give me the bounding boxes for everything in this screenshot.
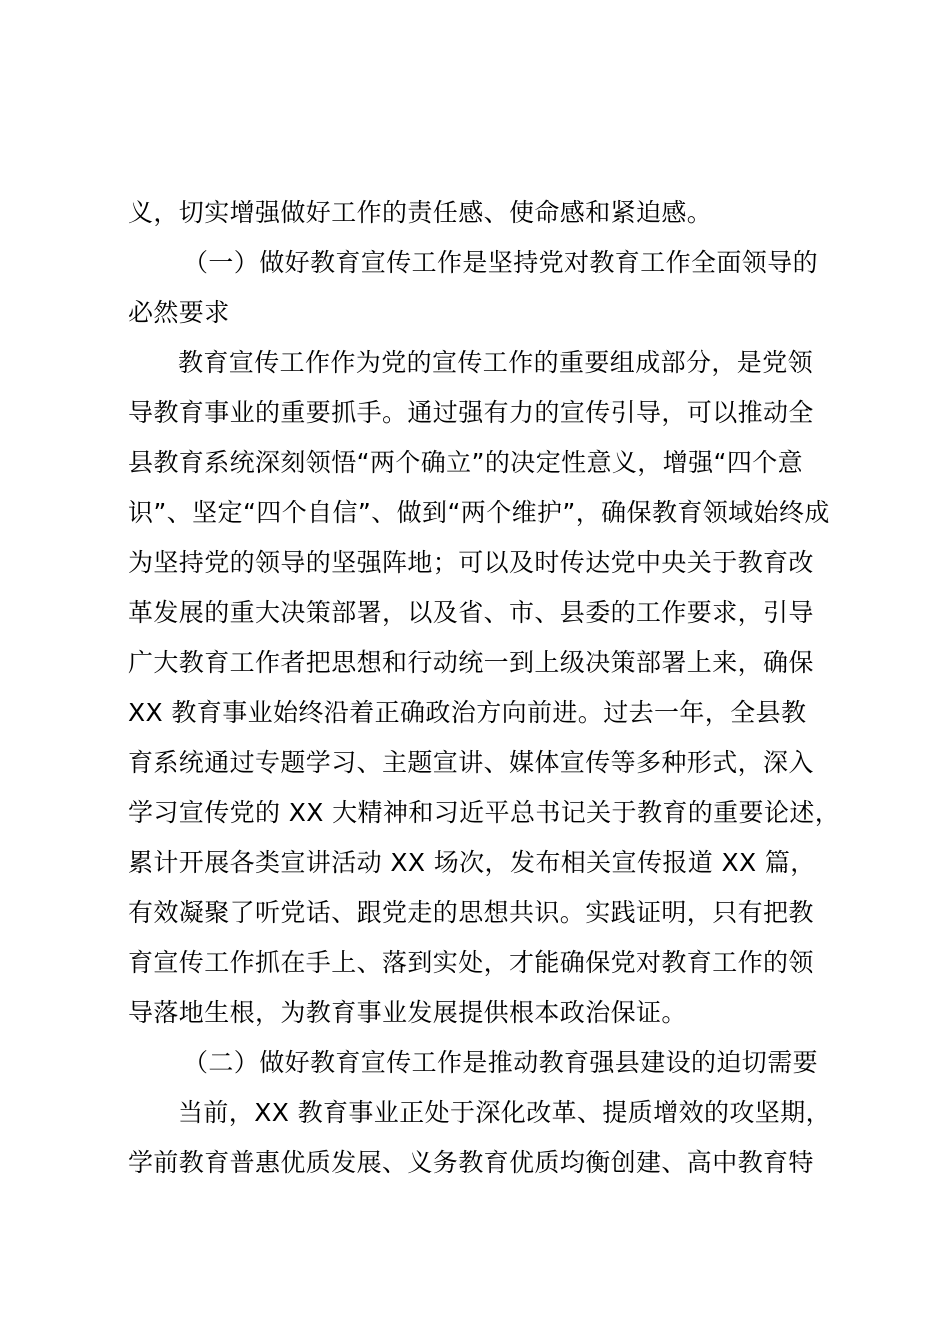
- paragraph-line: XX 教育事业始终沿着正确政治方向前进。过去一年，全县教: [128, 698, 807, 727]
- paragraph-line: 当前，XX 教育事业正处于深化改革、提质增效的攻坚期，: [178, 1098, 832, 1127]
- paragraph-line: 革发展的重大决策部署，以及省、市、县委的工作要求，引导: [128, 598, 814, 627]
- paragraph-line: 学习宣传党的 XX 大精神和习近平总书记关于教育的重要论述，: [128, 798, 841, 827]
- paragraph-line: 广大教育工作者把思想和行动统一到上级决策部署上来，确保: [128, 648, 814, 677]
- paragraph-line: 为坚持党的领导的坚强阵地；可以及时传达党中央关于教育改: [128, 548, 814, 577]
- paragraph-line: 有效凝聚了听党话、跟党走的思想共识。实践证明，只有把教: [128, 898, 814, 927]
- section-heading-1-cont: 必然要求: [128, 298, 230, 327]
- paragraph-line: 学前教育普惠优质发展、义务教育优质均衡创建、高中教育特: [128, 1148, 814, 1177]
- paragraph-line: 教育宣传工作作为党的宣传工作的重要组成部分，是党领: [178, 348, 814, 377]
- section-heading-2: （二）做好教育宣传工作是推动教育强县建设的迫切需要: [183, 1048, 819, 1077]
- paragraph-line: 识”、坚定“四个自信”、做到“两个维护”，确保教育领域始终成: [128, 498, 830, 527]
- section-heading-1: （一）做好教育宣传工作是坚持党对教育工作全面领导的: [183, 248, 819, 277]
- paragraph-line: 县教育系统深刻领悟“两个确立”的决定性意义，增强“四个意: [128, 448, 804, 477]
- paragraph-line: 导落地生根，为教育事业发展提供根本政治保证。: [128, 998, 687, 1027]
- paragraph-line: 导教育事业的重要抓手。通过强有力的宣传引导，可以推动全: [128, 398, 814, 427]
- paragraph-line: 育系统通过专题学习、主题宣讲、媒体宣传等多种形式，深入: [128, 748, 814, 777]
- paragraph-line: 育宣传工作抓在手上、落到实处，才能确保党对教育工作的领: [128, 948, 814, 977]
- text-line: 义，切实增强做好工作的责任感、使命感和紧迫感。: [128, 198, 713, 227]
- paragraph-line: 累计开展各类宣讲活动 XX 场次，发布相关宣传报道 XX 篇，: [128, 848, 816, 877]
